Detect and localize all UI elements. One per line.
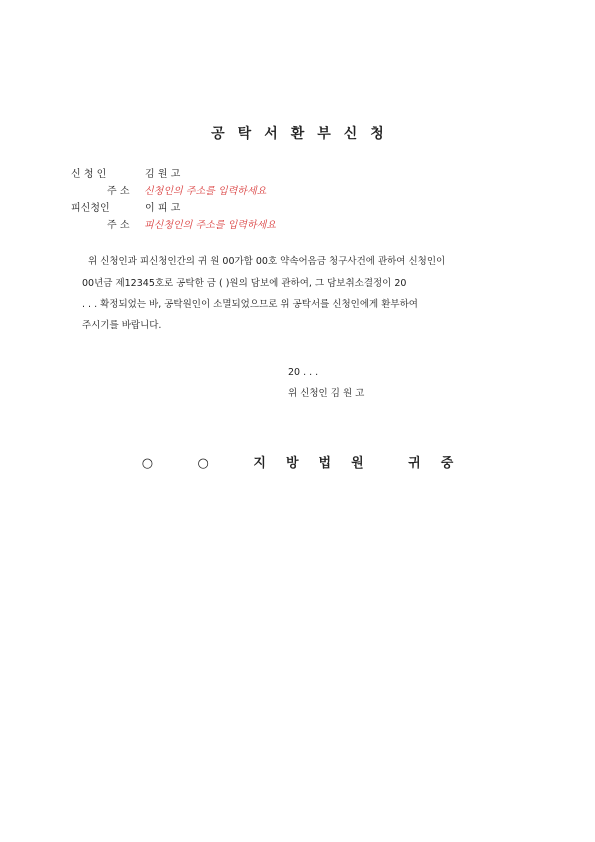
body-line-4: 주시기를 바랍니다. xyxy=(82,320,162,331)
respondent-name: 이 피 고 xyxy=(145,203,181,214)
applicant-address-field[interactable]: 신청인의 주소를 입력하세요 xyxy=(144,186,267,197)
body-line-2: 00년금 제12345호로 공탁한 금 ( )원의 담보에 관하여, 그 담보취소결정이 20 xyxy=(82,278,407,289)
applicant-name: 김 원 고 xyxy=(145,169,181,180)
document-title: 공탁서환부신청 xyxy=(211,126,397,142)
applicant-address-label: 주 소 xyxy=(107,186,130,197)
date-line: 20 . . . xyxy=(288,367,319,378)
respondent-label: 피신청인 xyxy=(71,203,110,214)
body-line-1: 위 신청인과 피신청인간의 귀 원 00가합 00호 약속어음금 청구사건에 관하여 신청인이 xyxy=(88,256,446,267)
respondent-address-field[interactable]: 피신청인의 주소를 입력하세요 xyxy=(144,220,276,231)
court-addressee: ○ ○ 지방법원 귀중 xyxy=(141,456,474,471)
respondent-address-label: 주 소 xyxy=(107,220,130,231)
applicant-label: 신 청 인 xyxy=(71,169,107,180)
body-line-3: . . . 확정되었는 바, 공탁원인이 소멸되었으므로 위 공탁서를 신청인에게 환부하여 xyxy=(82,299,418,310)
signature-line: 위 신청인 김 원 고 xyxy=(288,388,365,399)
